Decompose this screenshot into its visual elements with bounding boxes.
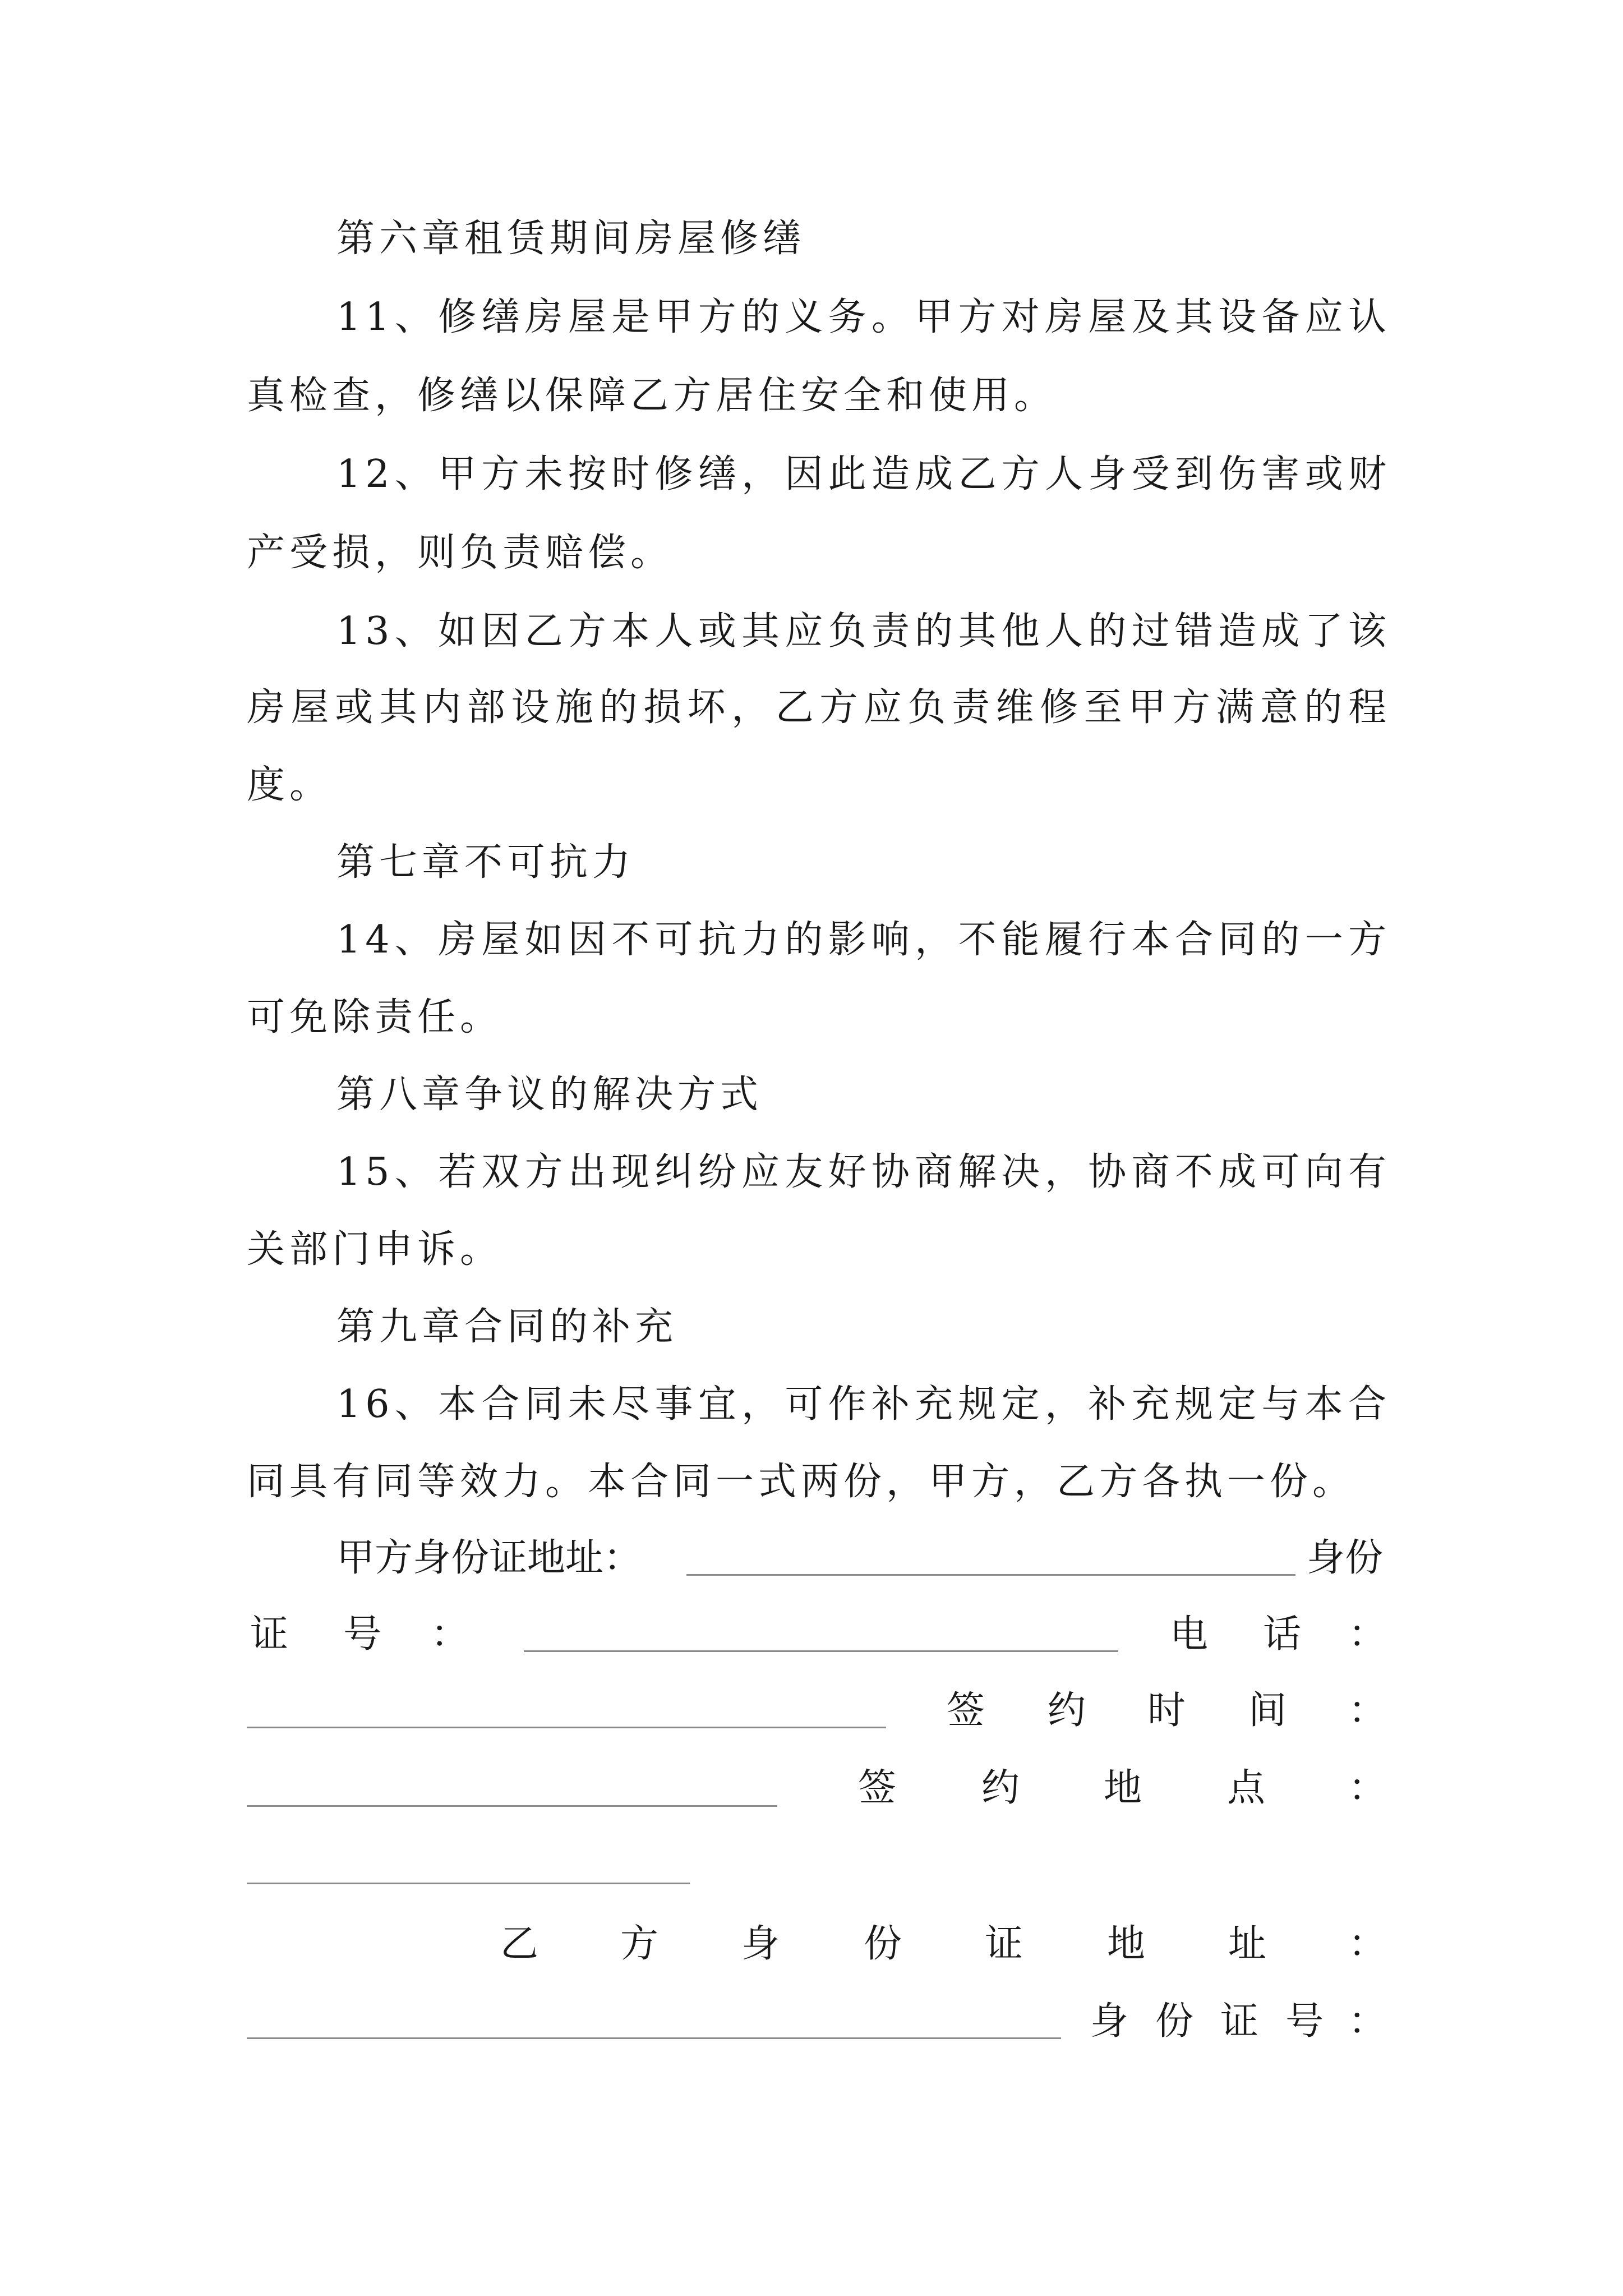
- party-a-phone-blank[interactable]: [247, 1727, 886, 1728]
- clause-15-line-2: 关部门申诉。: [247, 1227, 503, 1272]
- chapter-6-title: 第六章租赁期间房屋修缮: [336, 217, 806, 261]
- phone-label-char-1: 电: [1170, 1612, 1209, 1657]
- party-b-id-number-char-4: 号: [1285, 1999, 1324, 2044]
- party-a-sign-place-blank[interactable]: [247, 1883, 690, 1884]
- sign-place-char-2: 约: [981, 1766, 1020, 1810]
- phone-label-char-2: 话: [1263, 1612, 1302, 1657]
- phone-label-colon: ：: [1348, 1612, 1387, 1657]
- sign-time-char-2: 约: [1048, 1688, 1086, 1733]
- party-b-id-number-char-2: 份: [1155, 1999, 1194, 2044]
- party-b-id-address-char-7: 址: [1228, 1922, 1267, 1966]
- clause-14-line-1: 14、房屋如因不可抗力的影响，不能履行本合同的一方: [336, 918, 1391, 962]
- sign-time-char-1: 签: [947, 1688, 985, 1733]
- sign-place-char-3: 地: [1104, 1766, 1142, 1810]
- id-label-char-1: 证: [250, 1612, 289, 1657]
- party-b-id-address-char-1: 乙: [500, 1922, 539, 1966]
- chapter-9-title: 第九章合同的补充: [336, 1305, 678, 1349]
- sign-place-colon: ：: [1348, 1766, 1387, 1810]
- clause-14-line-2: 可免除责任。: [247, 995, 503, 1039]
- party-b-id-address-blank[interactable]: [247, 2037, 1061, 2039]
- id-label-colon: ：: [431, 1612, 469, 1657]
- party-b-id-number-char-3: 证: [1220, 1999, 1259, 2044]
- clause-12-line-1: 12、甲方未按时修缮，因此造成乙方人身受到伤害或财: [336, 452, 1391, 496]
- clause-13-line-3: 度。: [247, 763, 333, 807]
- sign-time-char-4: 间: [1248, 1688, 1287, 1733]
- clause-12-line-2: 产受损，则负责赔偿。: [247, 531, 674, 575]
- party-b-id-address-char-6: 地: [1107, 1922, 1146, 1966]
- clause-13-line-1: 13、如因乙方本人或其应负责的其他人的过错造成了该: [336, 609, 1391, 654]
- sign-place-char-1: 签: [858, 1766, 897, 1810]
- clause-11-line-1: 11、修缮房屋是甲方的义务。甲方对房屋及其设备应认: [336, 295, 1391, 339]
- party-b-id-address-char-4: 份: [864, 1922, 902, 1966]
- party-a-id-address-blank[interactable]: [686, 1574, 1295, 1576]
- sign-time-colon: ：: [1348, 1688, 1387, 1733]
- party-a-sign-time-blank[interactable]: [247, 1805, 777, 1807]
- party-a-id-number-blank[interactable]: [524, 1650, 1118, 1652]
- party-b-id-number-char-1: 身: [1090, 1999, 1129, 2044]
- id-label-char-2: 号: [343, 1612, 382, 1657]
- clause-16-line-1: 16、本合同未尽事宜，可作补充规定，补充规定与本合: [336, 1382, 1391, 1427]
- party-b-id-address-colon: ：: [1348, 1922, 1387, 1966]
- party-b-id-address-char-3: 身: [741, 1922, 780, 1966]
- party-a-id-address-label: 甲方身份证地址：: [336, 1536, 642, 1580]
- id-label-part-1: 身份: [1307, 1536, 1384, 1580]
- chapter-7-title: 第七章不可抗力: [336, 840, 635, 885]
- party-b-id-address-char-2: 方: [620, 1922, 659, 1966]
- sign-time-char-3: 时: [1147, 1688, 1186, 1733]
- clause-16-line-2: 同具有同等效力。本合同一式两份，甲方，乙方各执一份。: [247, 1460, 1355, 1504]
- sign-place-char-4: 点: [1227, 1766, 1266, 1810]
- party-b-id-address-char-5: 证: [985, 1922, 1023, 1966]
- chapter-8-title: 第八章争议的解决方式: [336, 1073, 763, 1117]
- clause-11-line-2: 真检查，修缮以保障乙方居住安全和使用。: [247, 374, 1057, 418]
- party-b-id-number-colon: ：: [1348, 1999, 1387, 2044]
- clause-13-line-2: 房屋或其内部设施的损坏，乙方应负责维修至甲方满意的程: [247, 685, 1391, 730]
- clause-15-line-1: 15、若双方出现纠纷应友好协商解决，协商不成可向有: [336, 1150, 1391, 1194]
